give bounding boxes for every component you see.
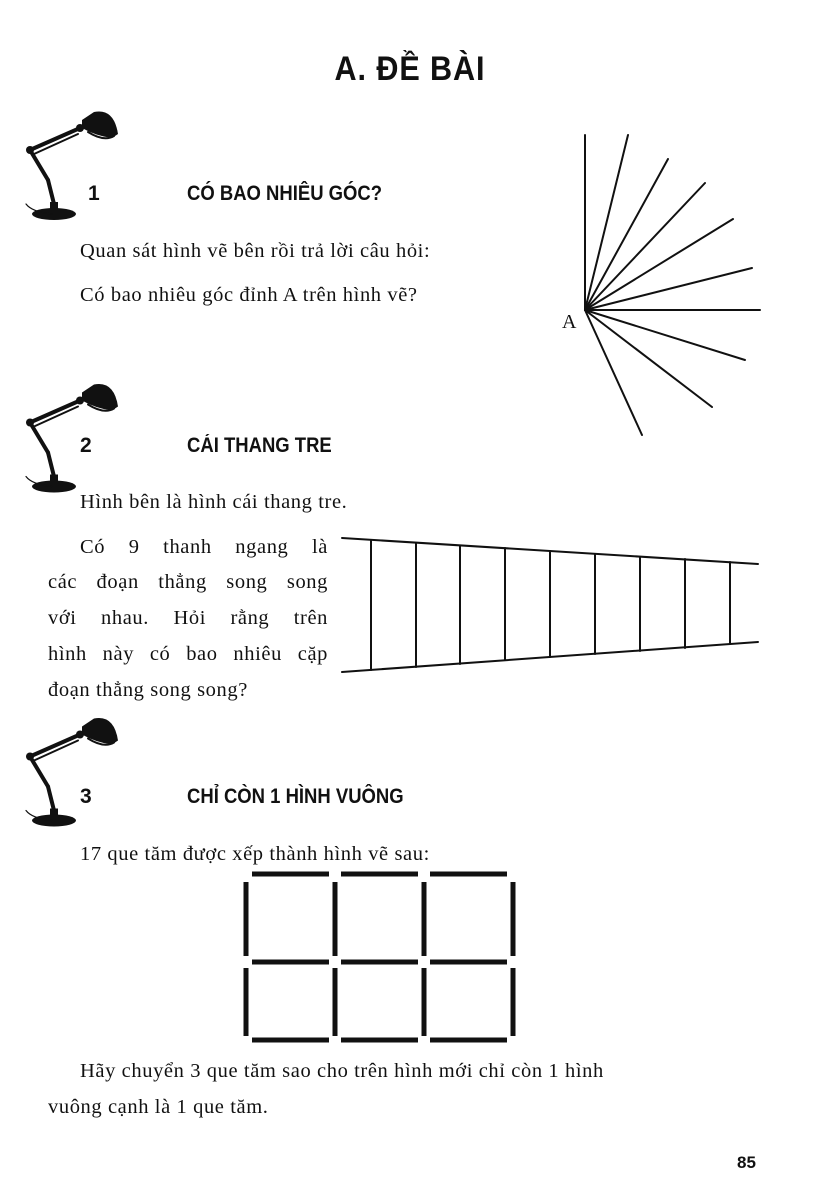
desk-lamp-icon [22,378,122,498]
vertex-label: A [562,311,577,333]
problem-2-line-5: hình này có bao nhiêu cặp [48,643,328,665]
page-title: A. ĐỀ BÀI [334,50,486,88]
problem-2-line-6: đoạn thẳng song song? [48,679,248,701]
problem-2-number: 2 [80,434,92,457]
problem-2-title: CÁI THANG TRE [187,434,332,457]
matchstick-grid-figure [240,868,530,1048]
ray [585,268,752,310]
problem-1-title: CÓ BAO NHIÊU GÓC? [187,182,383,205]
ray [585,135,628,310]
problem-2-line-2: Có 9 thanh ngang là [80,536,328,558]
ray [585,310,712,407]
problem-2-line-4: với nhau. Hỏi rằng trên [48,607,328,629]
page-number: 85 [737,1153,756,1172]
problem-2-line-3: các đoạn thẳng song song [48,571,328,593]
desk-lamp-icon [22,108,122,223]
problem-3-line-3: vuông cạnh là 1 que tăm. [48,1096,269,1118]
problem-1-line-1: Quan sát hình vẽ bên rồi trả lời câu hỏi: [80,240,431,262]
problem-3-title: CHỈ CÒN 1 HÌNH VUÔNG [187,785,404,808]
problem-3-line-1: 17 que tăm được xếp thành hình vẽ sau: [80,843,430,865]
problem-1-number: 1 [88,182,100,205]
problem-1-line-2: Có bao nhiêu góc đỉnh A trên hình vẽ? [80,284,418,306]
angle-rays-figure [540,125,820,445]
ray [585,310,745,360]
problem-2-line-1: Hình bên là hình cái thang tre. [80,491,348,513]
problem-3-number: 3 [80,785,92,808]
problem-3-line-2: Hãy chuyển 3 que tăm sao cho trên hình mới chỉ còn 1 hình [80,1060,604,1082]
ray [585,310,642,435]
ladder-figure [340,530,770,680]
desk-lamp-icon [22,712,122,832]
